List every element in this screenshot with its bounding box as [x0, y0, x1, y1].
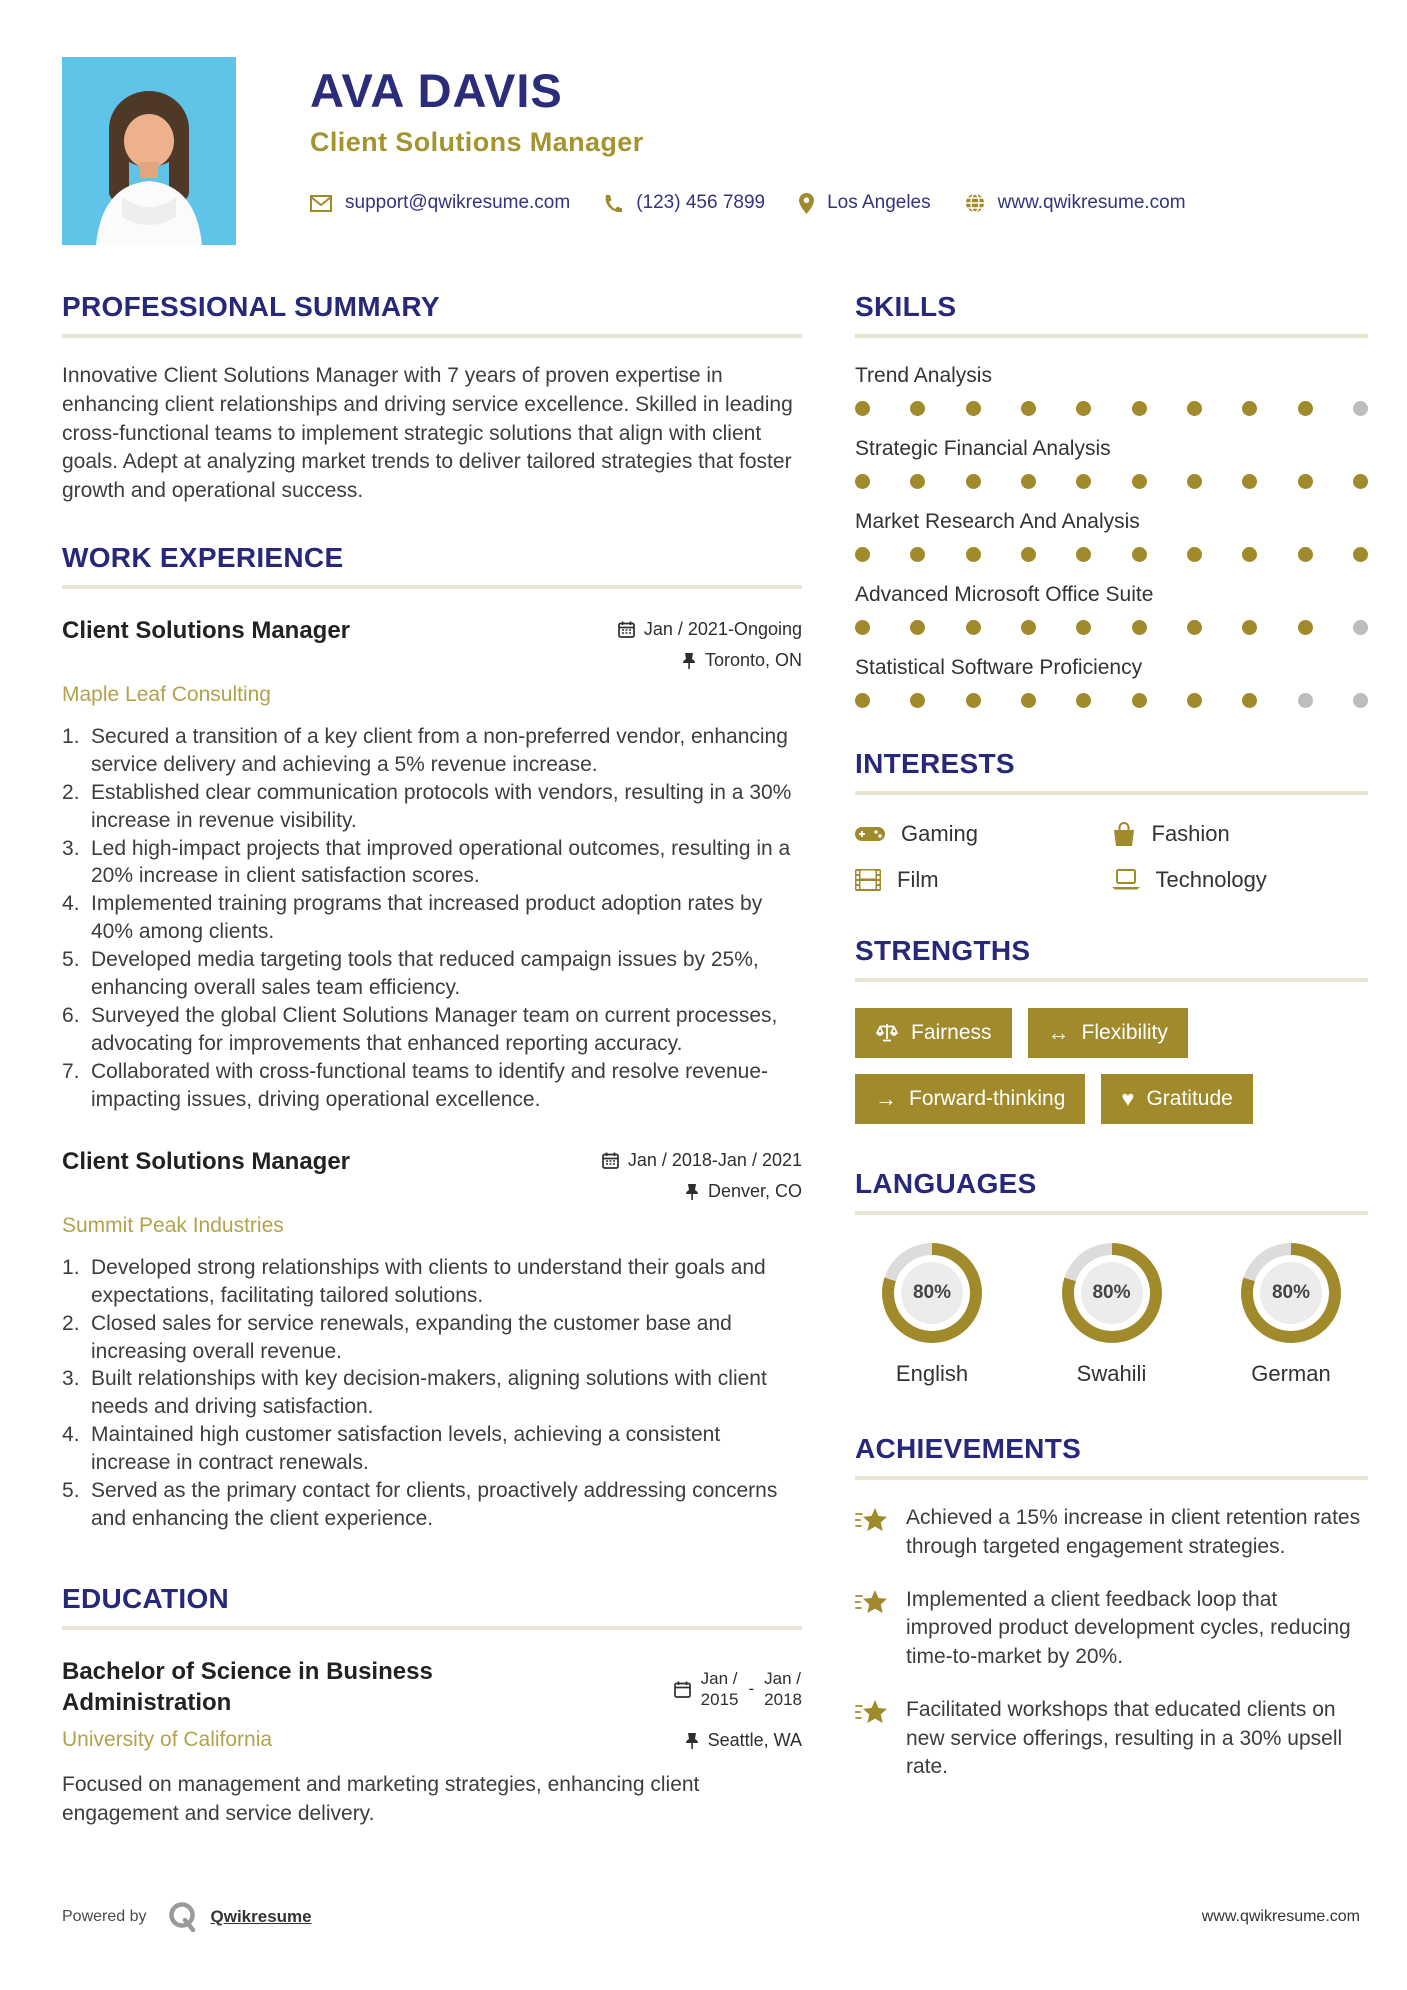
strength-badge [855, 1008, 1012, 1058]
section-divider [855, 978, 1368, 982]
skill-dot-filled [966, 474, 981, 489]
skill-dots [855, 401, 1368, 416]
skill-dot-filled [966, 693, 981, 708]
skill-dot-filled [1076, 547, 1091, 562]
profile-photo-image [62, 57, 236, 245]
job-bullet: Led high-impact projects that improved operational outcomes, resulting in a 20% increase in client satisfaction scores. [91, 836, 791, 888]
strength-label: Gratitude [1146, 1087, 1233, 1110]
language-percent: 80% [1260, 1262, 1322, 1324]
interests-section [855, 748, 1368, 893]
contact-location [799, 192, 931, 214]
section-divider [62, 585, 802, 589]
email-icon [310, 195, 332, 212]
contact-email-text: support@qwikresume.com [345, 192, 571, 213]
summary-section [62, 291, 802, 506]
skill-dot-filled [1021, 474, 1036, 489]
skill-dot-filled [966, 620, 981, 635]
job-bullet-list [62, 1254, 802, 1533]
skill-dot-filled [1242, 547, 1257, 562]
pushpin-icon [685, 1732, 699, 1749]
star-achievement-icon [855, 1506, 889, 1536]
skill-dot-filled [1353, 474, 1368, 489]
job-bullet: Built relationships with key decision-makers, aligning solutions with client needs and driving satisfaction. [91, 1367, 767, 1419]
language-percent: 80% [901, 1262, 963, 1324]
laptop-icon [1112, 869, 1140, 891]
contact-phone-text: (123) 456 7899 [636, 192, 766, 213]
skill-name: Advanced Microsoft Office Suite [855, 583, 1154, 606]
interest-label: Film [897, 867, 939, 892]
skill-dot-filled [1242, 474, 1257, 489]
job-bullet: Developed media targeting tools that reduced campaign issues by 25%, enhancing overall sales team efficiency. [91, 948, 759, 1000]
date-separator: - [748, 1679, 755, 1699]
skill-dot-filled [966, 401, 981, 416]
skill-dot-filled [1021, 693, 1036, 708]
film-icon [855, 869, 881, 891]
skill-dot-filled [1076, 401, 1091, 416]
gamepad-icon [855, 824, 885, 844]
skill-dots [855, 547, 1368, 562]
contact-website [965, 192, 1186, 214]
person-name: AVA DAVIS [310, 64, 563, 117]
strength-label: Forward-thinking [909, 1087, 1066, 1110]
fashion-bag-icon [1112, 821, 1136, 847]
heart-icon: ♥ [1121, 1086, 1135, 1111]
section-divider [855, 791, 1368, 795]
skill-dot-empty [1353, 693, 1368, 708]
skill-name: Market Research And Analysis [855, 510, 1140, 533]
main-content [0, 245, 1407, 1829]
skill-dot-filled [1021, 620, 1036, 635]
language-name: English [895, 1361, 969, 1386]
section-divider [62, 334, 802, 338]
skill-dot-filled [1187, 474, 1202, 489]
strength-badge [1028, 1008, 1188, 1058]
skill-dot-filled [910, 401, 925, 416]
right-column [855, 291, 1368, 1829]
skill-dot-filled [1187, 620, 1202, 635]
skill-dot-filled [966, 547, 981, 562]
job-title: Client Solutions Manager [62, 1147, 351, 1175]
job-title: Client Solutions Manager [62, 616, 351, 644]
work-experience-section [62, 542, 802, 1533]
skill-dot-filled [910, 474, 925, 489]
skill-dot-filled [855, 547, 870, 562]
skill-dots [855, 693, 1368, 708]
skill-dot-filled [1132, 693, 1147, 708]
resume-header [0, 0, 1407, 245]
skill-dot-filled [1353, 547, 1368, 562]
star-achievement-icon [855, 1588, 889, 1618]
education-heading: EDUCATION [62, 1582, 230, 1614]
section-divider [855, 1211, 1368, 1215]
strength-label: Flexibility [1081, 1021, 1168, 1044]
strength-label: Fairness [911, 1021, 992, 1044]
skill-dots [855, 474, 1368, 489]
scales-icon [875, 1023, 899, 1043]
achievements-section [855, 1433, 1368, 1782]
job-meta [602, 1148, 802, 1212]
job-company: Maple Leaf Consulting [62, 682, 271, 706]
language-item [1047, 1243, 1177, 1387]
skill-dot-filled [1076, 474, 1091, 489]
calendar-icon [602, 1152, 619, 1169]
skill-dot-filled [1242, 401, 1257, 416]
skill-dots [855, 620, 1368, 635]
calendar-icon [674, 1681, 691, 1698]
education-description: Focused on management and marketing strategies, enhancing client engagement and service delivery. [62, 1773, 700, 1826]
contact-location-text: Los Angeles [827, 192, 931, 213]
achievement-text: Achieved a 15% increase in client retention rates through targeted engagement strategies. [906, 1506, 1361, 1558]
job-entry [62, 1148, 802, 1533]
job-company: Summit Peak Industries [62, 1213, 284, 1237]
skill-dot-filled [910, 693, 925, 708]
phone-icon [604, 194, 623, 213]
skill-dot-filled [910, 547, 925, 562]
interest-item [855, 867, 1112, 893]
interests-heading: INTERESTS [855, 748, 1015, 779]
job-bullet: Maintained high customer satisfaction levels, achieving a consistent increase in contract renewals. [91, 1423, 721, 1475]
interest-label: Gaming [901, 821, 979, 846]
skill-dot-filled [1021, 401, 1036, 416]
language-progress-ring [1241, 1243, 1341, 1343]
skill-dot-filled [1187, 401, 1202, 416]
globe-icon [965, 193, 985, 213]
skill-dot-filled [1076, 620, 1091, 635]
job-date: Jan / 2018-Jan / 2021 [627, 1149, 802, 1170]
interest-item [855, 821, 1112, 847]
skill-dot-filled [1132, 401, 1147, 416]
skill-dot-filled [910, 620, 925, 635]
language-item [867, 1243, 997, 1387]
profile-photo [62, 57, 236, 245]
interest-item [1112, 867, 1369, 893]
strength-badge [1101, 1074, 1252, 1124]
language-item [1226, 1243, 1356, 1387]
work-heading: WORK EXPERIENCE [62, 541, 344, 573]
achievement-text: Facilitated workshops that educated clients on new service offerings, resulting in a 30% upsell rate. [906, 1697, 1343, 1779]
summary-heading: PROFESSIONAL SUMMARY [62, 291, 440, 322]
skill-dot-filled [855, 620, 870, 635]
achievement-item [855, 1696, 1368, 1782]
skill-dot-empty [1353, 620, 1368, 635]
language-name: Swahili [1076, 1361, 1147, 1386]
skill-dot-filled [855, 693, 870, 708]
languages-section [855, 1168, 1368, 1387]
interest-label: Technology [1155, 867, 1267, 892]
skill-dot-filled [1298, 620, 1313, 635]
powered-by-label: Powered by [62, 1908, 147, 1925]
left-right-arrow-icon: ↔ [1047, 1020, 1070, 1045]
star-achievement-icon [855, 1698, 889, 1728]
language-name: German [1251, 1361, 1331, 1386]
skill-dot-filled [1132, 620, 1147, 635]
page-footer [62, 1902, 1360, 1932]
section-divider [62, 1626, 802, 1630]
interest-item [1112, 821, 1369, 847]
job-bullet-list [62, 723, 802, 1114]
section-divider [855, 1476, 1368, 1480]
skill-dot-filled [1187, 693, 1202, 708]
skill-dot-filled [1132, 474, 1147, 489]
job-meta [618, 617, 802, 681]
person-job-title: Client Solutions Manager [310, 127, 644, 157]
pushpin-icon [682, 652, 696, 669]
skill-dot-filled [1242, 693, 1257, 708]
footer-website: www.qwikresume.com [1201, 1908, 1360, 1925]
language-progress-ring [1062, 1243, 1162, 1343]
job-bullet: Served as the primary contact for clients, proactively addressing concerns and enhancing the client experience. [91, 1479, 778, 1531]
skill-dot-filled [1021, 547, 1036, 562]
qwikresume-brand-link[interactable]: Qwikresume [210, 1907, 312, 1926]
skill-name: Statistical Software Proficiency [855, 656, 1143, 679]
job-date: Jan / 2021-Ongoing [643, 618, 802, 639]
skill-dot-filled [1298, 547, 1313, 562]
achievement-item [855, 1586, 1368, 1672]
job-bullet: Closed sales for service renewals, expanding the customer base and increasing overall revenue. [91, 1311, 732, 1363]
skill-dot-filled [1187, 547, 1202, 562]
job-bullet: Collaborated with cross-functional teams to identify and resolve revenue-impacting issues, driving operational excellence. [91, 1059, 769, 1111]
section-divider [855, 334, 1368, 338]
contact-phone [604, 192, 765, 214]
language-progress-ring [882, 1243, 982, 1343]
degree-title: Bachelor of Science in Business Administration [62, 1657, 433, 1717]
calendar-icon [618, 621, 635, 638]
strengths-heading: STRENGTHS [855, 935, 1031, 966]
strength-badge [855, 1074, 1085, 1124]
job-bullet: Surveyed the global Client Solutions Manager team on current processes, advocating for improvements that enhanced reporting accuracy. [91, 1004, 778, 1055]
interest-label: Fashion [1151, 821, 1230, 846]
skills-section [855, 291, 1368, 708]
achievement-text: Implemented a client feedback loop that improved product development cycles, reducing time-to-market by 20%. [906, 1587, 1351, 1669]
skills-heading: SKILLS [855, 291, 957, 322]
skill-dot-empty [1298, 693, 1313, 708]
languages-heading: LANGUAGES [855, 1168, 1037, 1199]
skill-dot-filled [855, 401, 870, 416]
right-arrow-icon: → [875, 1086, 897, 1111]
skill-dot-filled [1076, 693, 1091, 708]
skill-dot-filled [1242, 620, 1257, 635]
location-icon [799, 193, 814, 214]
skill-dot-empty [1353, 401, 1368, 416]
job-location: Toronto, ON [704, 649, 802, 670]
job-bullet: Developed strong relationships with clients to understand their goals and expectations, facilitating tailored solutions. [91, 1255, 766, 1307]
skill-dot-filled [1298, 401, 1313, 416]
contact-row [310, 192, 1220, 214]
skill-dot-filled [1132, 547, 1147, 562]
job-bullet: Established clear communication protocols with vendors, resulting in a 30% increase in revenue visibility. [91, 780, 792, 832]
education-start-date: Jan / 2015 [700, 1668, 739, 1710]
skill-name: Trend Analysis [855, 364, 992, 387]
contact-website-text: www.qwikresume.com [997, 192, 1186, 213]
job-bullet: Implemented training programs that increased product adoption rates by 40% among clients. [91, 892, 763, 944]
left-column [62, 291, 802, 1829]
achievements-heading: ACHIEVEMENTS [855, 1433, 1082, 1464]
education-dates [674, 1656, 802, 1718]
qwikresume-logo-icon [169, 1902, 197, 1932]
language-percent: 80% [1081, 1262, 1143, 1324]
job-entry [62, 617, 802, 1114]
pushpin-icon [685, 1183, 699, 1200]
summary-text: Innovative Client Solutions Manager with 7 years of proven expertise in enhancing client relationships and driving service excellence. Skilled in leading cross-functional teams to implement strategic solutions that align with client goals. Adept at analyzing market trends to deliver tailored strategies that foster growth and operational success. [62, 364, 793, 503]
job-location: Denver, CO [707, 1180, 802, 1201]
education-location: Seattle, WA [707, 1730, 802, 1751]
school-name: University of California [62, 1728, 273, 1752]
skill-dot-filled [1298, 474, 1313, 489]
contact-email [310, 192, 570, 214]
strengths-section [855, 935, 1368, 1124]
achievement-item [855, 1504, 1368, 1562]
education-section [62, 1583, 802, 1829]
skill-dot-filled [855, 474, 870, 489]
job-bullet: Secured a transition of a key client from a non-preferred vendor, enhancing service delivery and achieving a 5% revenue increase. [91, 724, 788, 776]
education-end-date: Jan / 2018 [764, 1668, 802, 1710]
skill-name: Strategic Financial Analysis [855, 437, 1111, 460]
